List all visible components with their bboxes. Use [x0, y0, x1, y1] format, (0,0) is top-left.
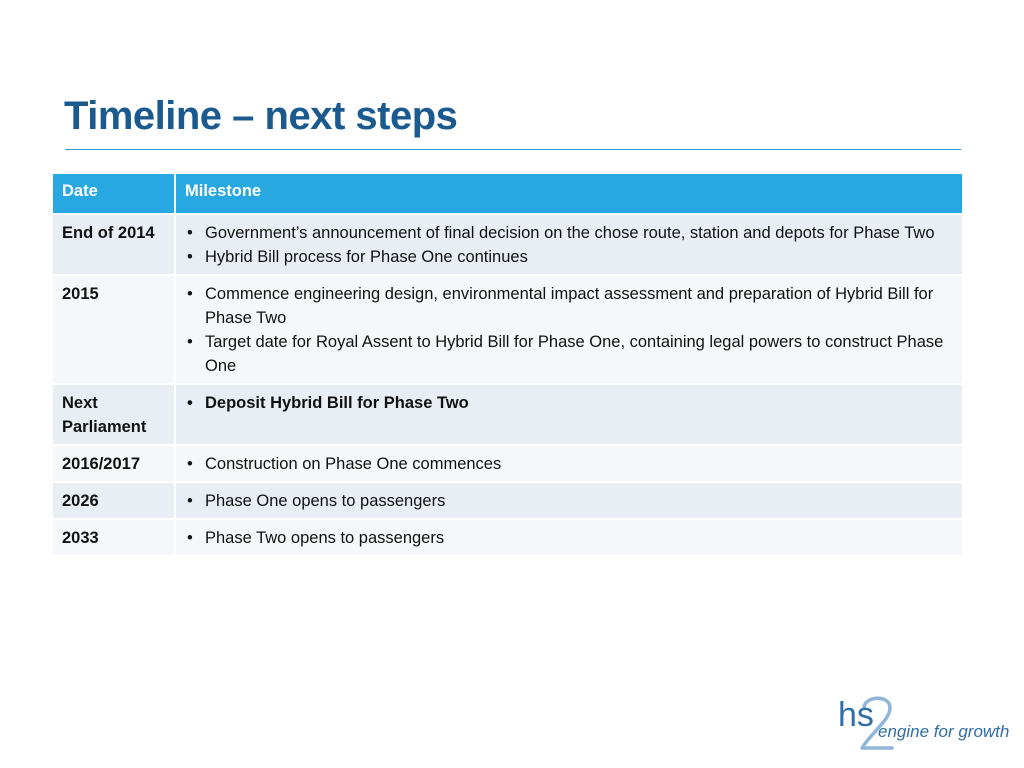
- date-cell: 2033: [53, 519, 175, 556]
- milestone-cell: [175, 384, 963, 445]
- table-header-row: [53, 174, 963, 214]
- milestone-list: [185, 282, 953, 378]
- date-cell: End of 2014: [53, 214, 175, 275]
- logo-tagline: engine for growth: [878, 722, 1010, 741]
- table-row: [53, 519, 963, 556]
- milestone-item: • Deposit Hybrid Bill for Phase Two: [185, 391, 953, 415]
- milestone-cell: [175, 214, 963, 275]
- milestone-item: • Phase One opens to passengers: [185, 489, 953, 513]
- hs2-logo-icon: [838, 692, 1010, 752]
- milestone-cell: [175, 482, 963, 519]
- logo-mark: hs: [838, 696, 874, 734]
- table-row: [53, 275, 963, 384]
- milestone-list: [185, 391, 953, 415]
- milestone-item: • Phase Two opens to passengers: [185, 526, 953, 550]
- milestone-list: [185, 526, 953, 550]
- table-row: [53, 384, 963, 445]
- milestone-list: [185, 489, 953, 513]
- date-cell: Next Parliament: [53, 384, 175, 445]
- date-cell: 2026: [53, 482, 175, 519]
- hs2-logo: [838, 692, 1010, 752]
- milestone-list: [185, 452, 953, 476]
- slide-title: Timeline – next steps: [64, 94, 458, 138]
- date-cell: 2016/2017: [53, 445, 175, 482]
- header-milestone: Milestone: [175, 174, 963, 214]
- milestone-item: • Construction on Phase One commences: [185, 452, 953, 476]
- milestone-cell: [175, 519, 963, 556]
- table-row: [53, 445, 963, 482]
- milestone-item: • Hybrid Bill process for Phase One continues: [185, 245, 953, 269]
- milestone-cell: [175, 445, 963, 482]
- milestone-item: • Commence engineering design, environmental impact assessment and preparation of Hybrid Bill for Phase Two: [185, 282, 953, 330]
- title-divider: [65, 149, 961, 150]
- table-row: [53, 482, 963, 519]
- milestone-item: • Government’s announcement of final decision on the chose route, station and depots for Phase Two: [185, 221, 953, 245]
- header-date: Date: [53, 174, 175, 214]
- milestone-item: • Target date for Royal Assent to Hybrid Bill for Phase One, containing legal powers to construct Phase One: [185, 330, 953, 378]
- timeline-table: [53, 174, 964, 557]
- milestone-cell: [175, 275, 963, 384]
- table-row: [53, 214, 963, 275]
- date-cell: 2015: [53, 275, 175, 384]
- milestone-list: [185, 221, 953, 269]
